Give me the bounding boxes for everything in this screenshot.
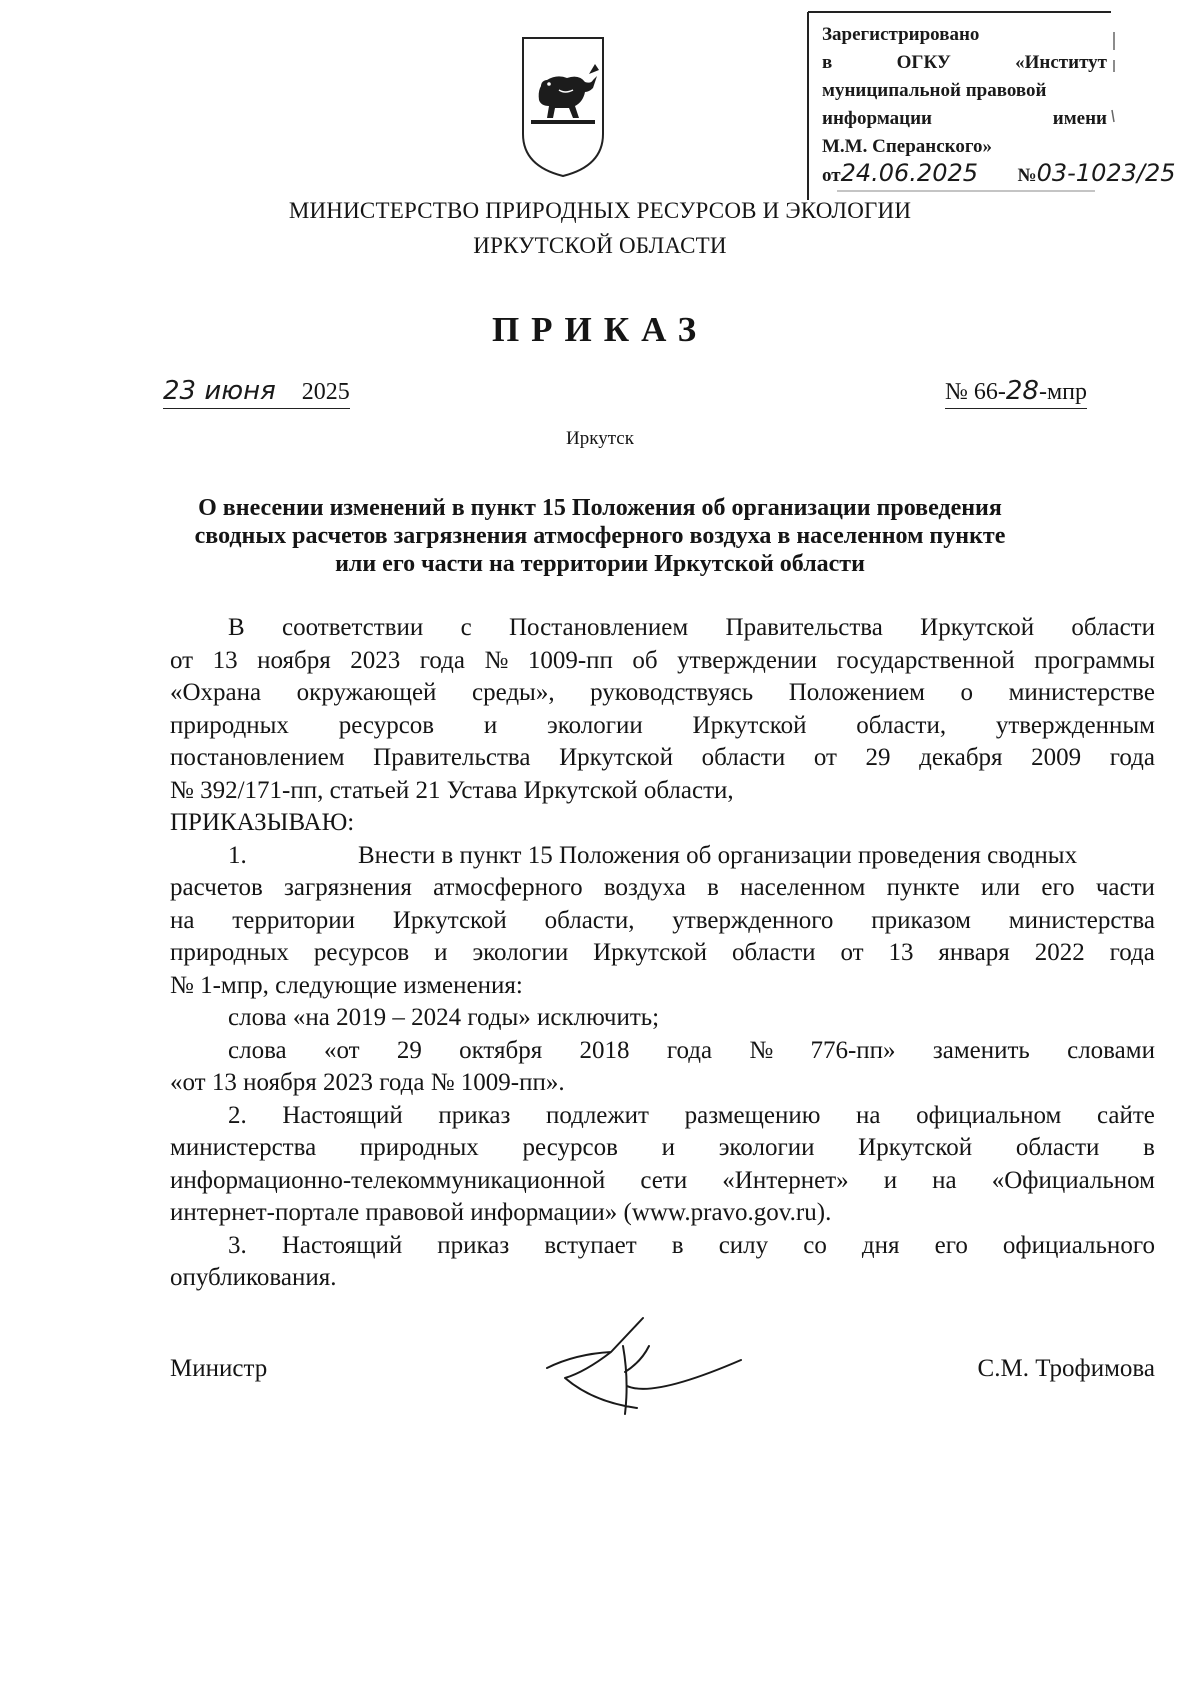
body-line: интернет-портале правовой информации» (www.pravo.gov.ru). bbox=[170, 1199, 832, 1226]
body-line: информационно-телекоммуникационной сети «Интернет» и на «Официальном bbox=[170, 1166, 1155, 1194]
body-line: от 13 ноября 2023 года № 1009-пп об утверждении государственной программы bbox=[170, 646, 1155, 674]
order-year: 2025 bbox=[301, 379, 350, 405]
order-date-handwritten: 23 июня bbox=[163, 376, 276, 406]
ministry-region: ИРКУТСКОЙ ОБЛАСТИ bbox=[473, 233, 727, 258]
stamp-date-handwritten: 24.06.2025 bbox=[840, 159, 979, 187]
body-line: 2. Настоящий приказ подлежит размещению на официальном сайте bbox=[228, 1101, 1155, 1129]
stamp-number-handwritten: 03-1023/25 bbox=[1036, 159, 1176, 187]
order-number: № 66-28-мпр bbox=[945, 376, 1087, 409]
stamp-line-institute: в ОГКУ «Институт bbox=[822, 52, 1107, 73]
body-line: слова «на 2019 – 2024 годы» исключить; bbox=[228, 1004, 660, 1031]
signer-name: С.М. Трофимова bbox=[977, 1355, 1155, 1382]
order-body bbox=[170, 612, 1155, 1295]
order-number-handwritten: 28 bbox=[1005, 376, 1039, 406]
body-line: № 1-мпр, следующие изменения: bbox=[170, 971, 523, 999]
body-line: министерства природных ресурсов и экологии Иркутской области в bbox=[170, 1134, 1155, 1161]
body-line: № 392/171-пп, статьей 21 Устава Иркутской области, bbox=[170, 776, 734, 804]
body-line: природных ресурсов и экологии Иркутской области от 13 января 2022 года bbox=[170, 939, 1155, 966]
handwritten-signature bbox=[545, 1310, 745, 1420]
stamp-line-information: информации имени bbox=[822, 108, 1107, 129]
body-line: природных ресурсов и экологии Иркутской области, утвержденным bbox=[170, 711, 1155, 739]
body-line: опубликования. bbox=[170, 1264, 337, 1291]
order-city: Иркутск bbox=[566, 428, 634, 449]
stamp-line-municipal: муниципальной правовой bbox=[822, 80, 1047, 101]
body-line: 3. Настоящий приказ вступает в силу со дня его официального bbox=[228, 1231, 1155, 1259]
ministry-name: МИНИСТЕРСТВО ПРИРОДНЫХ РЕСУРСОВ И ЭКОЛОГИИ bbox=[288, 198, 912, 223]
body-line: «Охрана окружающей среды», руководствуясь Положением о министерстве bbox=[170, 679, 1155, 706]
item-1-line: 1. Внести в пункт 15 Положения об организации проведения сводных bbox=[228, 841, 1078, 869]
order-subject: О внесении изменений в пункт 15 Положения об организации проведения сводных расчетов загрязнения атмосферного воздуха в населенном пункте или его части на территории Иркутской области bbox=[194, 495, 1006, 577]
body-line: слова «от 29 октября 2018 года № 776-пп» заменить словами bbox=[228, 1036, 1155, 1064]
coat-of-arms-icon bbox=[519, 34, 607, 180]
body-line: постановлением Правительства Иркутской области от 29 декабря 2009 года bbox=[170, 744, 1155, 771]
body-line: «от 13 ноября 2023 года № 1009-пп». bbox=[170, 1069, 565, 1096]
body-line: на территории Иркутской области, утвержденного приказом министерства bbox=[170, 906, 1155, 934]
body-line: В соответствии с Постановлением Правительства Иркутской области bbox=[228, 614, 1155, 641]
stamp-line-date-number: от24.06.2025 №03-1023/25 bbox=[822, 159, 1176, 187]
order-word: ПРИКАЗЫВАЮ: bbox=[170, 809, 355, 836]
signer-title: Министр bbox=[170, 1355, 268, 1382]
body-line: расчетов загрязнения атмосферного воздуха в населенном пункте или его части bbox=[170, 874, 1155, 901]
stamp-line-registered: Зарегистрировано bbox=[822, 24, 980, 45]
stamp-line-speransky: М.М. Сперанского» bbox=[822, 136, 993, 157]
registration-stamp bbox=[805, 10, 1176, 200]
order-date bbox=[163, 376, 350, 409]
document-type-title: ПРИКАЗ bbox=[491, 310, 709, 349]
